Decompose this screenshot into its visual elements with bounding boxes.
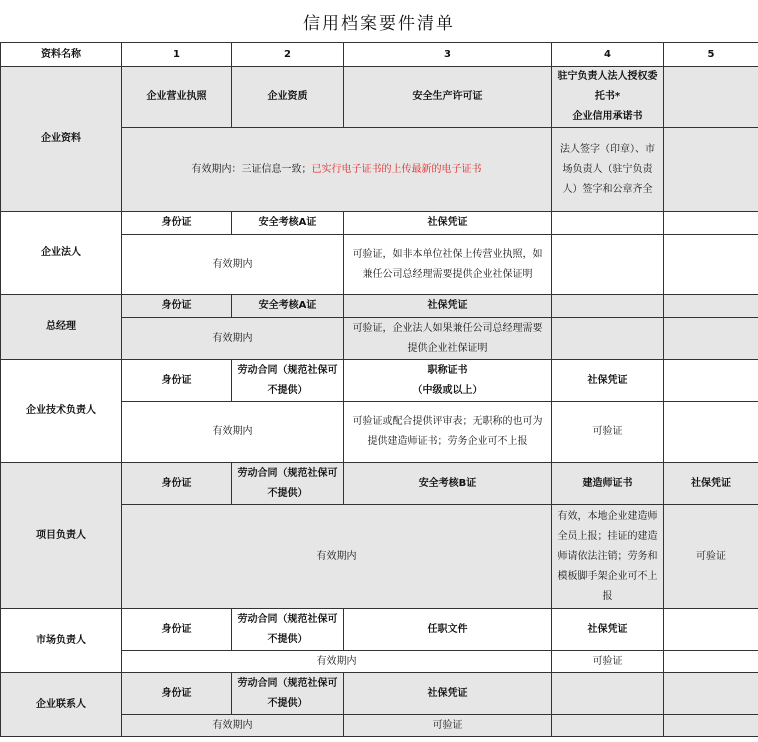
- cell-empty: [552, 715, 664, 737]
- cell-empty: [552, 318, 664, 360]
- table-row: [1, 212, 758, 235]
- cell-id-card: 身份证: [122, 212, 232, 235]
- credit-commitment: 企业信用承诺书: [572, 111, 643, 122]
- cell-id-card: 身份证: [122, 609, 232, 651]
- table-row: [1, 673, 758, 715]
- cell-safety-cert-b: 安全考核B证: [344, 463, 552, 505]
- table-row: [1, 609, 758, 651]
- cell-verifiable: 可验证: [552, 402, 664, 463]
- validity-text: 有效期内：三证信息一致；: [191, 163, 312, 175]
- cell-labor-contract: 劳动合同（规范社保可不提供）: [232, 463, 344, 505]
- category-legal-person: 企业法人: [1, 212, 122, 295]
- cell-labor-contract: 劳动合同（规范社保可不提供）: [232, 673, 344, 715]
- header-col-5: 5: [664, 43, 758, 67]
- cell-social-security: 社保凭证: [664, 463, 758, 505]
- cell-title-cert-note: 可验证或配合提供评审表；无职称的也可为提供建造师证书；劳务企业可不上报: [344, 402, 552, 463]
- cell-validity: 有效期内: [122, 235, 344, 295]
- cell-empty: [664, 715, 758, 737]
- cell-signature-note: 法人签字（印章）、市场负责人（驻宁负责人）签字和公章齐全: [552, 128, 664, 212]
- cell-safety-cert-a: 安全考核A证: [232, 295, 344, 318]
- cell-validity: 有效期内: [122, 651, 552, 673]
- cell-safety-cert-a: 安全考核A证: [232, 212, 344, 235]
- cell-social-security: 社保凭证: [552, 609, 664, 651]
- cell-validity: 有效期内: [122, 715, 344, 737]
- cell-social-security: 社保凭证: [344, 295, 552, 318]
- category-enterprise-info: 企业资料: [1, 67, 122, 212]
- cell-title-cert: [344, 360, 552, 402]
- cell-validity: 有效期内: [122, 505, 552, 609]
- cell-business-license: 企业营业执照: [122, 67, 232, 128]
- cell-social-security-note: 可验证，企业法人如果兼任公司总经理需要提供企业社保证明: [344, 318, 552, 360]
- cell-constructor-cert-note: 有效，本地企业建造师全员上报；挂证的建造师请依法注销；劳务和模板脚手架企业可不上报: [552, 505, 664, 609]
- header-row: [1, 43, 758, 67]
- cell-constructor-cert: 建造师证书: [552, 463, 664, 505]
- cell-social-security: 社保凭证: [344, 212, 552, 235]
- validity-note-red: 已实行电子证书的上传最新的电子证书: [311, 163, 482, 175]
- cell-labor-contract: 劳动合同（规范社保可不提供）: [232, 360, 344, 402]
- cell-qualification: 企业资质: [232, 67, 344, 128]
- cell-empty: [664, 235, 758, 295]
- cell-empty: [664, 318, 758, 360]
- cell-empty: [664, 295, 758, 318]
- header-col-3: 3: [344, 43, 552, 67]
- table-row: [1, 463, 758, 505]
- cell-social-security: 社保凭证: [344, 673, 552, 715]
- cell-empty: [552, 235, 664, 295]
- category-general-manager: 总经理: [1, 295, 122, 360]
- title-cert-level: （中级或以上）: [412, 384, 483, 396]
- cell-empty: [664, 360, 758, 402]
- cell-verifiable: 可验证: [344, 715, 552, 737]
- cell-empty: [664, 651, 758, 673]
- cell-appointment-doc: 任职文件: [344, 609, 552, 651]
- category-project-lead: 项目负责人: [1, 463, 122, 609]
- cell-empty: [664, 402, 758, 463]
- cell-safety-permit: 安全生产许可证: [344, 67, 552, 128]
- header-col-4: 4: [552, 43, 664, 67]
- category-market-lead: 市场负责人: [1, 609, 122, 673]
- cell-labor-contract: 劳动合同（规范社保可不提供）: [232, 609, 344, 651]
- cell-empty: [664, 212, 758, 235]
- cell-id-card: 身份证: [122, 295, 232, 318]
- authorization-letter: 驻宁负责人法人授权委托书*: [557, 71, 658, 102]
- cell-social-security: 社保凭证: [552, 360, 664, 402]
- cell-empty: [664, 609, 758, 651]
- cell-authorization: [552, 67, 664, 128]
- cell-empty: [552, 673, 664, 715]
- title-cert-label: 职称证书: [427, 364, 468, 376]
- cell-validity: 有效期内: [122, 318, 344, 360]
- cell-id-card: 身份证: [122, 360, 232, 402]
- table-row: [1, 295, 758, 318]
- cell-empty: [664, 673, 758, 715]
- cell-empty: [552, 295, 664, 318]
- cell-empty: [664, 128, 758, 212]
- header-name: 资料名称: [1, 43, 122, 67]
- cell-social-security-note: 可验证，如非本单位社保上传营业执照，如兼任公司总经理需要提供企业社保证明: [344, 235, 552, 295]
- cell-id-card: 身份证: [122, 463, 232, 505]
- header-col-1: 1: [122, 43, 232, 67]
- cell-empty: [664, 67, 758, 128]
- cell-verifiable: 可验证: [552, 651, 664, 673]
- header-col-2: 2: [232, 43, 344, 67]
- table-row: [1, 360, 758, 402]
- cell-empty: [552, 212, 664, 235]
- category-contact-person: 企业联系人: [1, 673, 122, 737]
- table-row: [1, 67, 758, 128]
- cell-id-card: 身份证: [122, 673, 232, 715]
- cell-verifiable: 可验证: [664, 505, 758, 609]
- page-title: 信用档案要件清单: [0, 0, 758, 43]
- checklist-table: [0, 42, 758, 737]
- cell-validity: [122, 128, 552, 212]
- category-technical-lead: 企业技术负责人: [1, 360, 122, 463]
- cell-validity: 有效期内: [122, 402, 344, 463]
